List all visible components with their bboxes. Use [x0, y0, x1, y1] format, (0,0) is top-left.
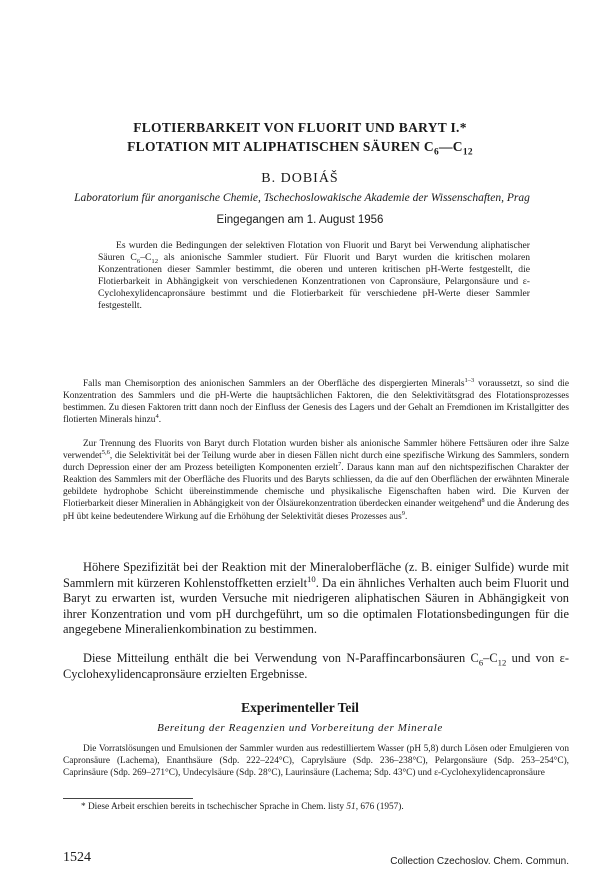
abstract: [98, 240, 530, 313]
footnote-text-b: , 676 (1957).: [355, 802, 404, 812]
section-heading: Experimenteller Teil: [241, 700, 359, 715]
journal-name: Collection Czechoslov. Chem. Commun.: [390, 856, 569, 867]
body-paragraph-1: [63, 378, 569, 426]
abstract-dash: –C: [140, 252, 152, 264]
page-number: 1524: [63, 850, 91, 865]
para4-dash: –C: [483, 651, 498, 665]
author-affiliation: Laboratorium für anorganische Chemie, Tschechoslowakische Akademie der Wissenschaften, Prag: [74, 192, 530, 204]
received-date: Eingegangen am 1. August 1956: [216, 214, 384, 226]
author-name: B. DOBIÁŠ: [261, 171, 339, 186]
para1-text-b: voraussetzt, so sind die Konzentration des Sammlers und die pH-Werte die hauptsächlichen Faktoren, die den Selektivitätsgrad des Flotationsprozesses bestimmen. Zu diesen Faktoren tritt dann noch der Einfluss der Genesis des Lagers und der Gehalt an Fremdionen im Kristallgitter des flotierten Minerals hinzu: [63, 379, 569, 426]
para2-text-a: Zur Trennung des Fluorits von Baryt durch Flotation wurden bisher als anionische Sammler höhere Fettsäuren oder ihre Salze verwendet: [63, 439, 569, 462]
para1-ref-4: 4: [155, 413, 159, 421]
abstract-part-1: Es wurden die Bedingungen der selektiven Flotation von Fluorit und Baryt bei Verwendung aliphatischer Säuren C: [98, 240, 530, 264]
para4-subscript-6: 6: [478, 657, 484, 668]
para3-ref-10: 10: [307, 573, 316, 584]
para2-ref-9: 9: [401, 509, 405, 517]
para1-text-c: .: [158, 415, 162, 426]
para4-text-b: und von ε-Cyclohexylidencapronsäure erzielten Ergebnisse.: [63, 651, 570, 681]
body-paragraph-3: [63, 560, 569, 638]
abstract-part-2: als anionische Sammler studiert. Für Fluorit und Baryt wurden die kritischen molaren Konzentrationen dieser Sammler bestimmt, die oberen und unteren kritischen pH-Werte festgestellt, die Flotierbarkeit in Abhängigkeit von verschiedenen Konzentrationen von Capronsäure, Pelargonsäure und ε-Cyclohexylidencapronsäure bestimmt und die Flotierbarkeit für verschiedene pH-Werte dieser Sammler festgestellt.: [98, 252, 530, 312]
para2-text-e: .: [404, 511, 408, 522]
article-title-line-1: FLOTIERBARKEIT VON FLUORIT UND BARYT I.*: [133, 120, 467, 135]
experimental-paragraph: Die Vorratslösungen und Emulsionen der Sammler wurden aus redestilliertem Wasser (pH 5,8) durch Lösen oder Emulgieren von Capronsäure (Lachema), Enanthsäure (Sdp. 222–224°C), Caprylsäure (Sdp. 236–238°C), Pelargonsäure (Sdp. 253–254°C), Caprinsäure (Sdp. 269–271°C), Undecylsäure (Sdp. 28°C), Laurinsäure (Lachema; Sdp. 43°C) und ε-Cyclohexylidencapronsäure: [63, 744, 569, 779]
subsection-heading: Bereitung der Reagenzien und Vorbereitung der Minerale: [157, 722, 443, 734]
para2-ref-8: 8: [481, 497, 485, 505]
article-title-line-2: [0, 139, 600, 158]
title-dash: —C: [438, 139, 463, 154]
body-paragraph-2: [63, 438, 569, 523]
footnote-divider: [63, 798, 193, 799]
para3-text-a: Höhere Spezifizität bei der Reaktion mit der Mineraloberfläche (z. B. einiger Sulfide) wurde mit Sammlern mit kürzeren Kohlenstoffketten erzielt: [63, 560, 569, 590]
abstract-subscript-12: 12: [151, 258, 159, 265]
para2-text-c: . Daraus kann man auf den nichtspezifischen Charakter der Reaktion des Sammlers mit der Oberfläche des Fluorits und des Baryts schliessen, da die auf den Oberflächen der erwähnten Minerale gebildete hydrophobe Schicht übereinstimmende chemische und physikalische Eigenschaften haben wird. Die Kurven der Flotierbarkeit dieser Mineralien in Abhängigkeit von der Ölsäurekonzentration überdecken einander weitgehend: [63, 463, 569, 510]
para1-ref-1-3: 1–3: [464, 376, 475, 384]
title-line-2-text: FLOTATION MIT ALIPHATISCHEN SÄUREN C: [127, 139, 434, 154]
para1-text-a: Falls man Chemisorption des anionischen Sammlers an der Oberfläche des dispergierten Minerals: [83, 379, 465, 389]
para2-text-b: , die Selektivität bei der Teilung wurde aber in diesen Fällen nicht durch eine spezifische Wirkung des Sammlers, sondern durch Depression einer der am Prozess beteiligten Komponenten erzielt: [63, 451, 569, 474]
footnote: [63, 802, 569, 812]
para4-subscript-12: 12: [497, 657, 507, 668]
para4-text-a: Diese Mitteilung enthält die bei Verwendung von N-Paraffincarbonsäuren C: [83, 651, 479, 665]
footnote-text-a: * Diese Arbeit erschien bereits in tschechischer Sprache in Chem. listy: [81, 802, 347, 812]
title-subscript-6: 6: [433, 147, 439, 158]
para2-ref-5-6: 5,6: [101, 449, 110, 456]
body-paragraph-4: [63, 651, 569, 682]
para3-text-b: . Da ein ähnliches Verhalten auch beim Fluorit und Baryt zu erwarten ist, wurden Versuche mit niedrigeren aliphatischen Säuren in Abhängigkeit von ihrer Konzentration und vom pH durchgeführt, um so die optimalen Flotationsbedingungen für die angegebene Mineralienkombination zu bestimmen.: [63, 575, 569, 637]
footnote-volume: 51: [346, 802, 356, 812]
abstract-subscript-6: 6: [136, 258, 141, 265]
para2-text-d: und die Änderung des pH übt keine bedeutendere Wirkung auf die Erhöhung der Selektivität dieses Prozesses aus: [63, 499, 569, 522]
title-subscript-12: 12: [462, 147, 473, 158]
para2-ref-7: 7: [338, 461, 342, 469]
